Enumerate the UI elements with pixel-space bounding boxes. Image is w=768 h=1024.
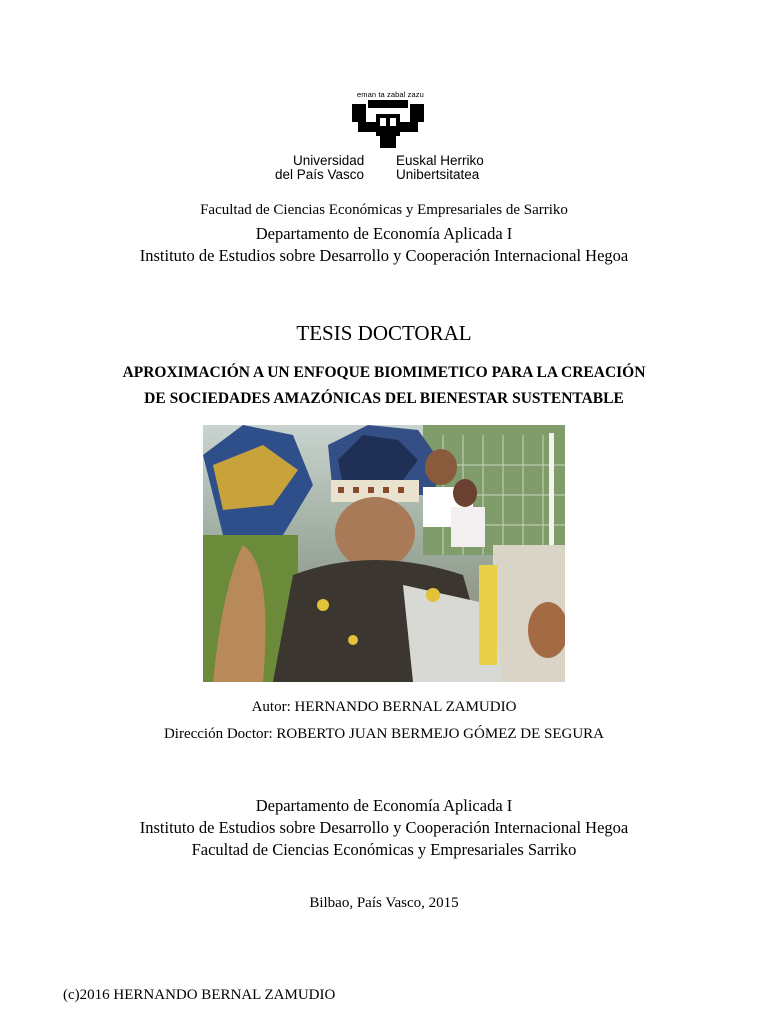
university-emblem-icon bbox=[352, 100, 424, 150]
logo-name-es-2: del País Vasco bbox=[275, 167, 365, 182]
logo-name-eu-2: Unibertsitatea bbox=[396, 167, 480, 182]
faculty-heading: Facultad de Ciencias Económicas y Empresariales de Sarriko bbox=[200, 202, 568, 218]
director-line: Dirección Doctor: ROBERTO JUAN BERMEJO GÓMEZ DE SEGURA bbox=[163, 726, 605, 742]
cover-photo bbox=[203, 425, 565, 682]
department-heading: Departamento de Economía Aplicada I bbox=[255, 224, 513, 243]
document-type: TESIS DOCTORAL bbox=[296, 321, 472, 345]
thesis-title-line-1: APROXIMACIÓN A UN ENFOQUE BIOMIMETICO PARA LA CREACIÓN bbox=[122, 364, 646, 381]
institute-footer: Instituto de Estudios sobre Desarrollo y Cooperación Internacional Hegoa bbox=[139, 818, 629, 837]
university-logo bbox=[270, 88, 500, 184]
place-date: Bilbao, País Vasco, 2015 bbox=[309, 895, 459, 911]
author-line: Autor: HERNANDO BERNAL ZAMUDIO bbox=[251, 699, 517, 715]
department-footer: Departamento de Economía Aplicada I bbox=[255, 796, 513, 815]
logo-name-es-1: Universidad bbox=[293, 153, 365, 168]
logo-name-eu-1: Euskal Herriko bbox=[396, 153, 484, 168]
logo-motto: eman ta zabal zazu bbox=[357, 90, 424, 99]
faculty-footer: Facultad de Ciencias Económicas y Empresariales Sarriko bbox=[191, 840, 577, 859]
institute-heading: Instituto de Estudios sobre Desarrollo y Cooperación Internacional Hegoa bbox=[139, 246, 629, 265]
thesis-title-line-2: DE SOCIEDADES AMAZÓNICAS DEL BIENESTAR SUSTENTABLE bbox=[144, 390, 624, 407]
copyright-notice: (c)2016 HERNANDO BERNAL ZAMUDIO bbox=[63, 987, 336, 1003]
